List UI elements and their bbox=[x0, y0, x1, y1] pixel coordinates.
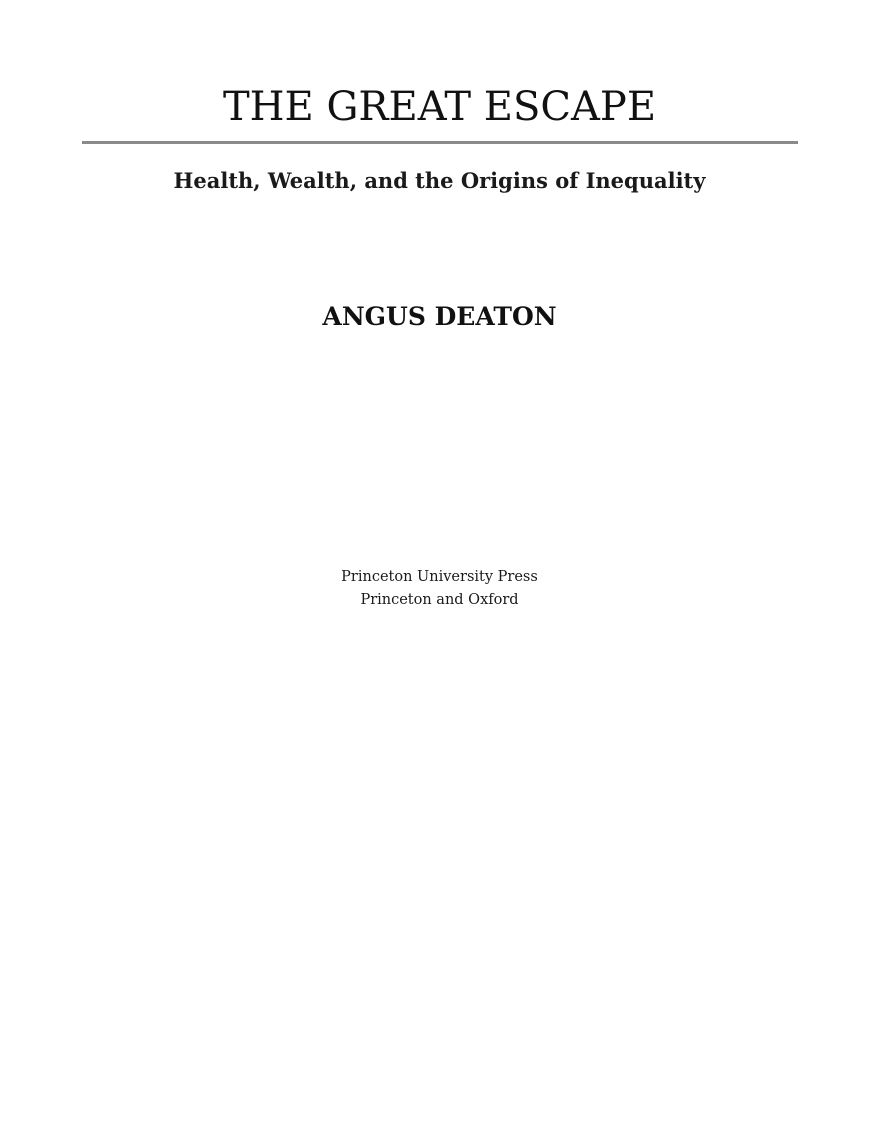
author-name: ANGUS DEATON bbox=[322, 302, 557, 331]
book-subtitle: Health, Wealth, and the Origins of Inequality bbox=[173, 168, 706, 193]
book-title: THE GREAT ESCAPE bbox=[222, 84, 657, 130]
publisher-location: Princeton and Oxford bbox=[360, 592, 519, 608]
publisher-name: Princeton University Press bbox=[341, 569, 538, 585]
publisher-block bbox=[0, 566, 879, 612]
title-divider-rule bbox=[82, 141, 798, 144]
